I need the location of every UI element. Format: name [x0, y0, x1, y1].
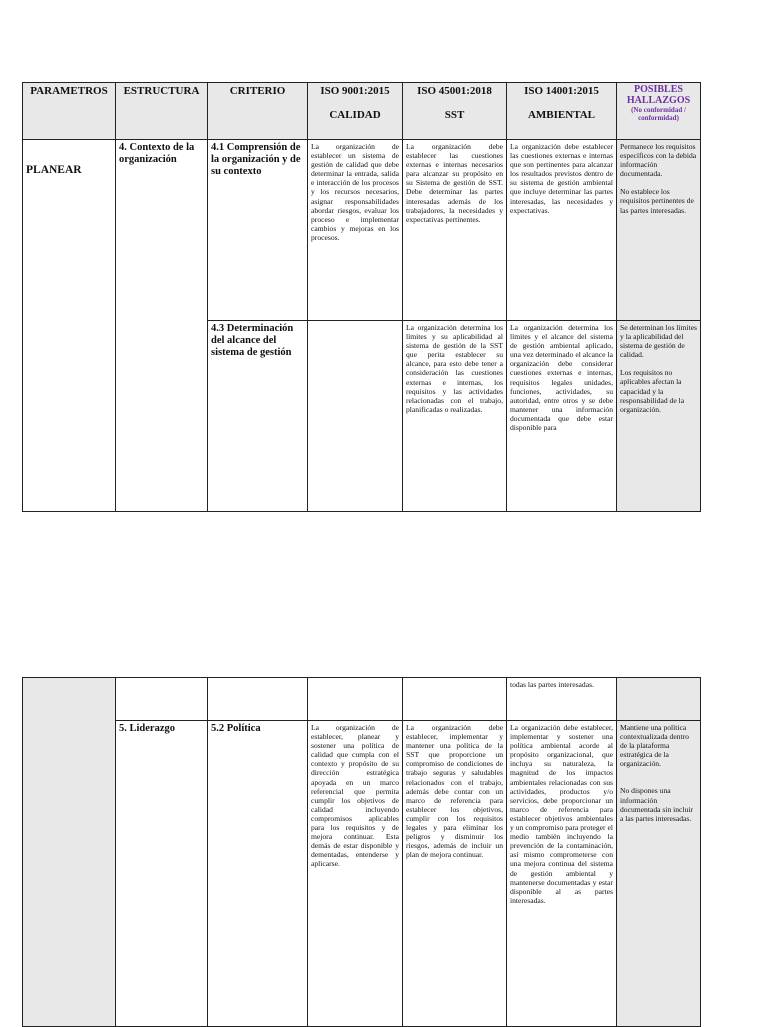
calidad-cell: La organización de establecer, planear y sostener una política de calidad que cumpla con el contexto y propósito de su dirección estratégica apoyada en un marco referencial que permita cumplir los objetivos de calidad incluyendo compromisos aplicables para los requisitos y de mejora continuar. Esta demás de estar disponible y dementadas, entenderse y aplicarse. [308, 721, 403, 1027]
sst-cell: La organización determina los límites y su aplicabilidad al sistema de gestión de la SST que perita establecer su alcance, para esto debe tener a consideración las cuestiones externas e internas, los requisitos y las actividades relacionadas con el trabajo, planificadas o realizadas. [403, 321, 507, 512]
header-iso14001 [507, 83, 617, 140]
iso9001-name: CALIDAD [329, 109, 381, 121]
iso14001-code: ISO 14001:2015 [524, 85, 599, 97]
header-iso45001 [403, 83, 507, 140]
table-row [23, 140, 701, 321]
hallazgos-subtitle: (No conformidad / conformidad) [631, 106, 686, 122]
header-parametros: PARAMETROS [23, 83, 116, 140]
empty-cell [617, 678, 701, 721]
empty-cell [403, 678, 507, 721]
ambiental-cell: La organización determina los límites y el alcance del sistema de gestión ambiental aplicado, una vez determinado el alcance la organización debe considerar cuestiones externas e internas, requisitos legales unidades, funciones, actividades, su autoridad, entre otros y se debe mantener una información documentada que debe estar disponible para [507, 321, 617, 512]
sst-cell: La organización debe establecer las cuestiones externas e internas necesarios para alcanzar su propósito en su Sistema de gestión de SST. Debe determinar las partes interesadas además de los trabajadores, la necesidades y expectativas pertinentes. [403, 140, 507, 321]
iso9001-code: ISO 9001:2015 [320, 85, 390, 97]
hallazgo-cell [617, 321, 701, 512]
hallazgo-cell [617, 140, 701, 321]
empty-cell [116, 678, 208, 721]
calidad-cell [308, 321, 403, 512]
audit-table-page-1 [22, 82, 701, 512]
iso45001-code: ISO 45001:2018 [417, 85, 492, 97]
hallazgo-cell [617, 721, 701, 1027]
continuation-row [23, 678, 701, 721]
header-iso9001 [308, 83, 403, 140]
hallazgo-2: No dispones una información documentada sin incluir a las partes interesadas. [620, 786, 693, 823]
estructura-cell: 4. Contexto de la organización [116, 140, 208, 512]
ambiental-continuation: todas las partes interesadas. [507, 678, 617, 721]
table-row [23, 721, 701, 1027]
parametro-continuation [23, 678, 116, 1027]
hallazgo-1: Mantiene una política contextualizada dentro de la plataforma estratégica de la organización. [620, 723, 689, 769]
iso14001-name: AMBIENTAL [527, 109, 596, 121]
header-row [23, 83, 701, 140]
hallazgo-1: Permanece los requisitos específicos con la debida información documentada. [620, 142, 697, 179]
parametro-planear [23, 140, 116, 512]
sst-cell: La organización debe establecer, implementar y mantener una política de la SST que proporcione un compromiso de condiciones de trabajo seguras y saludables relacionados con el trabajo, además debe contar con un marco de referencia para establecer los objetivos, cumplir con los requisitos legales y para eliminar los peligros y disminuir los riesgos, además de incluir un plan de mejora continuar. [403, 721, 507, 1027]
empty-cell [308, 678, 403, 721]
calidad-cell: La organización de establecer un sistema de gestión de calidad que debe determinar la entrada, salida e interacción de los procesos y los recursos necesarios, asignar responsabilidades abordar riesgos, evaluar los proceso e implementar cambios y mejoras en los procesos. [308, 140, 403, 321]
criterio-cell: 5.2 Política [208, 721, 308, 1027]
ambiental-cell: La organización debe establecer las cuestiones externas e internas que son pertinentes para alcanzar los resultados previstos dentro de su sistema de gestión ambiental que incluye determinar las partes interesadas, las necesidades y expectativas. [507, 140, 617, 321]
empty-cell [208, 678, 308, 721]
estructura-cell: 5. Liderazgo [116, 721, 208, 1027]
audit-table-page-2 [22, 677, 701, 1027]
criterio-cell: 4.3 Determinación del alcance del sistema de gestión [208, 321, 308, 512]
hallazgo-2: Los requisitos no aplicables afectan la capacidad y la responsabilidad de la organización. [620, 368, 685, 414]
hallazgo-2: No establece los requisitos pertinentes de las partes interesadas. [620, 187, 694, 215]
header-estructura: ESTRUCTURA [116, 83, 208, 140]
ambiental-cell: La organización debe establecer, implementar y sostener una política ambiental acorde al propósito organizacional, que incluya su naturaleza, la magnitud de los impactos ambientales relacionadas con sus actividades, productos y/o servicios, debe proporcionar un marco de referencia para establecer objetivos ambientales y un compromiso para proteger el medio también incluyendo la prevención de la contaminación, así mismo comprometerse con una mejora continua del sistema de gestión ambiental y mantenerse documentadas y estar disponible al as partes interesadas. [507, 721, 617, 1027]
criterio-cell: 4.1 Comprensión de la organización y de su contexto [208, 140, 308, 321]
header-criterio: CRITERIO [208, 83, 308, 140]
parametro-label: PLANEAR [26, 164, 82, 176]
hallazgo-1: Se determinan los límites y la aplicabilidad del sistema de gestión de calidad. [620, 323, 697, 360]
iso45001-name: SST [444, 109, 465, 121]
header-hallazgos [617, 83, 701, 140]
hallazgos-title: POSIBLES HALLAZGOS [626, 84, 691, 106]
